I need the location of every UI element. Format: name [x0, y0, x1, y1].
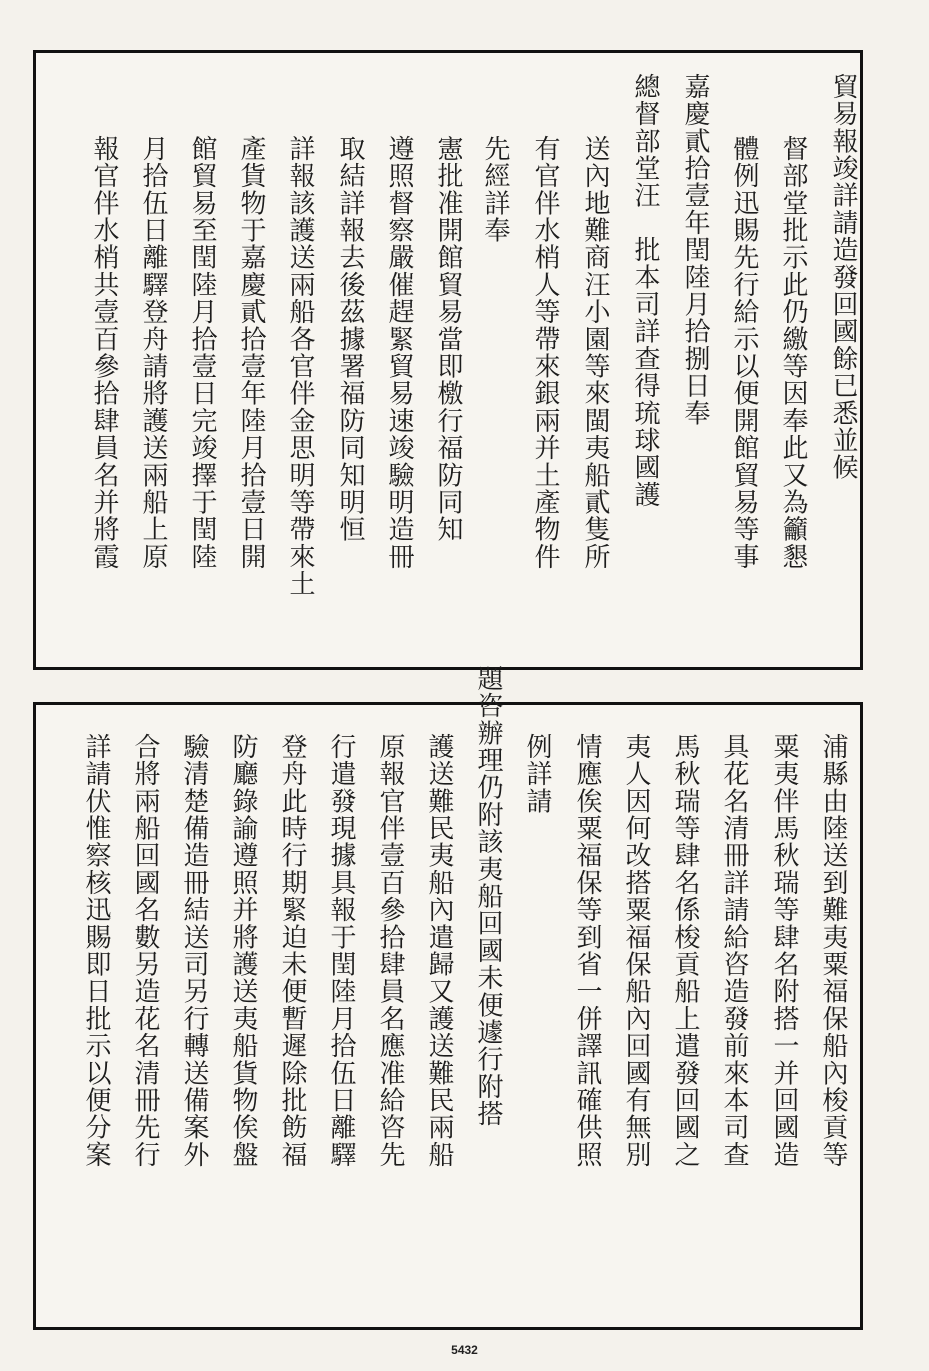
text-column: 遵照督察嚴催趕緊貿易速竣驗明造冊: [384, 135, 414, 571]
text-column: 粟夷伴馬秋瑞等肆名附搭一并回國造: [769, 733, 799, 1169]
text-column: 憲批准開館貿易當即檄行福防同知: [433, 135, 463, 543]
text-column: 有官伴水梢人等帶來銀兩并土產物件: [530, 135, 560, 571]
text-column: 送內地難商汪小園等來閩夷船貳隻所: [580, 135, 610, 571]
text-column: 先經詳奉: [480, 135, 510, 244]
text-column: 詳請伏惟察核迅賜即日批示以便分案: [81, 733, 111, 1169]
text-column: 浦縣由陸送到難夷粟福保船內梭貢等: [818, 733, 848, 1169]
text-column: 總督部堂汪 批本司詳查得琉球國護: [630, 73, 660, 509]
page-number: 5432: [451, 1343, 478, 1357]
text-column: 護送難民夷船內遣歸又護送難民兩船: [424, 733, 454, 1169]
text-column: 報官伴水梢共壹百參拾肆員名并將霞: [89, 135, 119, 571]
text-column: 驗清楚備造冊結送司另行轉送備案外: [179, 733, 209, 1169]
text-column: 嘉慶貳拾壹年閏陸月拾捌日奉: [680, 73, 710, 427]
text-column: 月拾伍日離驛登舟請將護送兩船上原: [138, 135, 168, 571]
text-column: 防廳錄諭遵照并將護送夷船貨物俟盤: [228, 733, 258, 1169]
text-column: 督部堂批示此仍繳等因奉此又為籲懇: [778, 135, 808, 571]
text-column: 原報官伴壹百參拾肆員名應准給咨先: [375, 733, 405, 1169]
text-column: 合將兩船回國名數另造花名清冊先行: [130, 733, 160, 1169]
text-column: 情應俟粟福保等到省一併譯訊確供照: [572, 733, 602, 1169]
top-columns: [36, 53, 860, 667]
text-column: 詳報該護送兩船各官伴金思明等帶來土: [285, 135, 315, 598]
text-column: 產貨物于嘉慶貳拾壹年陸月拾壹日開: [236, 135, 266, 571]
top-text-panel: [33, 50, 863, 670]
bottom-text-panel: [33, 665, 863, 1330]
text-column: 題咨辦理仍附該夷船回國未便遽行附搭: [473, 665, 503, 1128]
text-column: 夷人因何改搭粟福保船內回國有無別: [621, 733, 651, 1169]
text-column: 體例迅賜先行給示以便開館貿易等事: [729, 135, 759, 571]
text-column: 具花名清冊詳請給咨造發前來本司查: [719, 733, 749, 1169]
text-column: 館貿易至閏陸月拾壹日完竣擇于閏陸: [187, 135, 217, 571]
text-column: 取結詳報去後茲據署福防同知明恒: [335, 135, 365, 543]
text-column: 登舟此時行期緊迫未便暫遲除批飭福: [277, 733, 307, 1169]
text-column: 馬秋瑞等肆名係梭貢船上遣發回國之: [670, 733, 700, 1169]
text-column: 貿易報竣詳請造發回國餘已悉並候: [828, 73, 858, 481]
text-column: 例詳請: [522, 733, 552, 815]
text-column: 行遣發現據具報于閏陸月拾伍日離驛: [326, 733, 356, 1169]
bottom-columns: [36, 665, 860, 1327]
